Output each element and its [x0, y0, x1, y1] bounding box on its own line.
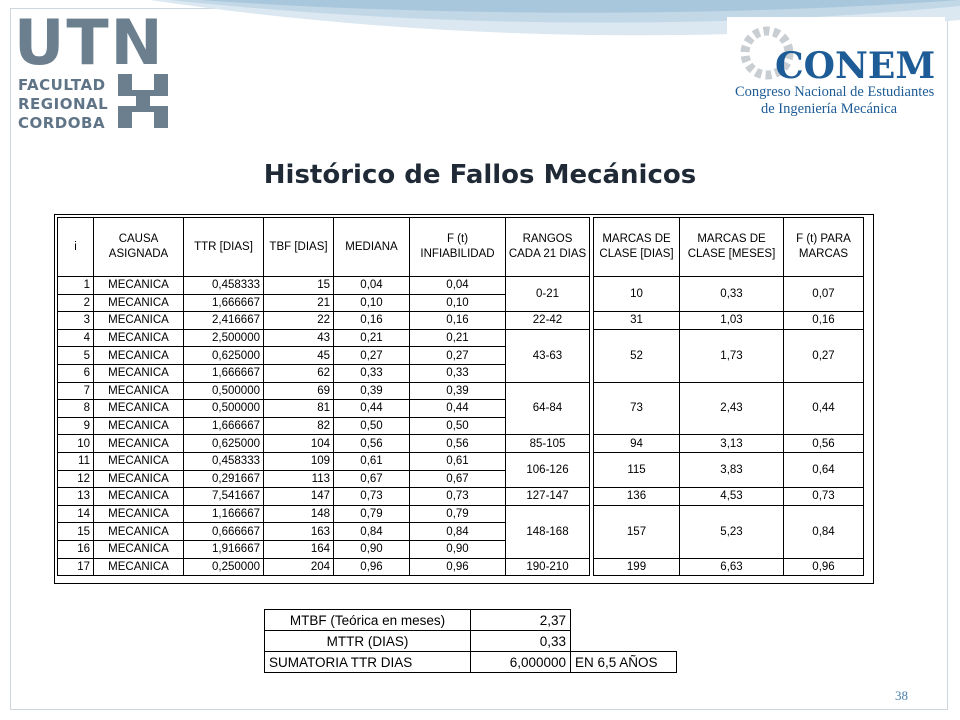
table-row — [58, 329, 864, 347]
cell-ft-marcas: 0,73 — [784, 488, 864, 506]
cell-mediana: 0,27 — [334, 347, 410, 365]
cell-mediana: 0,10 — [334, 294, 410, 312]
cell-tbf: 62 — [264, 364, 334, 382]
table-row — [58, 382, 864, 400]
cell-i: 10 — [58, 435, 94, 453]
cell-infiabilidad: 0,79 — [410, 505, 506, 523]
cell-marca-dias: 157 — [594, 505, 680, 558]
cell-marca-dias: 136 — [594, 488, 680, 506]
cell-causa: MECANICA — [94, 364, 184, 382]
cell-causa: MECANICA — [94, 435, 184, 453]
cell-infiabilidad: 0,10 — [410, 294, 506, 312]
cell-mediana: 0,79 — [334, 505, 410, 523]
cell-ft-marcas: 0,07 — [784, 277, 864, 312]
conem-logo — [727, 17, 945, 121]
cell-mediana: 0,67 — [334, 470, 410, 488]
cell-ttr: 0,291667 — [184, 470, 264, 488]
cell-ttr: 1,166667 — [184, 505, 264, 523]
cell-infiabilidad: 0,90 — [410, 540, 506, 558]
cell-marca-dias: 94 — [594, 435, 680, 453]
summary-empty-cell — [571, 610, 677, 631]
cell-marca-meses: 3,83 — [680, 452, 784, 487]
cell-marca-dias: 52 — [594, 329, 680, 382]
cell-rango: 148-168 — [506, 505, 590, 558]
cell-infiabilidad: 0,16 — [410, 312, 506, 330]
cell-mediana: 0,21 — [334, 329, 410, 347]
cell-ttr: 1,666667 — [184, 417, 264, 435]
cell-infiabilidad: 0,73 — [410, 488, 506, 506]
cell-ttr: 0,666667 — [184, 523, 264, 541]
cell-ft-marcas: 0,84 — [784, 505, 864, 558]
cell-marca-dias: 199 — [594, 558, 680, 576]
cell-tbf: 45 — [264, 347, 334, 365]
failure-table — [57, 217, 864, 576]
slide-number: 38 — [895, 688, 908, 703]
sum-value: 6,000000 — [471, 652, 571, 673]
cell-marca-meses: 5,23 — [680, 505, 784, 558]
utn-logo-line3: CORDOBA — [18, 114, 106, 132]
conem-logo-line2: de Ingeniería Mecánica — [761, 101, 898, 117]
cell-tbf: 43 — [264, 329, 334, 347]
cell-mediana: 0,50 — [334, 417, 410, 435]
summary-empty-cell — [571, 631, 677, 652]
mttr-label: MTTR (DIAS) — [265, 631, 471, 652]
cell-ttr: 0,250000 — [184, 558, 264, 576]
header-ft-marcas: F (t) PARA MARCAS — [784, 218, 864, 277]
cell-tbf: 113 — [264, 470, 334, 488]
table-row — [58, 435, 864, 453]
cell-ttr: 2,500000 — [184, 329, 264, 347]
cell-marca-meses: 4,53 — [680, 488, 784, 506]
cell-ttr: 1,666667 — [184, 294, 264, 312]
cell-i: 16 — [58, 540, 94, 558]
cell-rango: 127-147 — [506, 488, 590, 506]
cell-tbf: 82 — [264, 417, 334, 435]
cell-infiabilidad: 0,84 — [410, 523, 506, 541]
table-row — [58, 488, 864, 506]
cell-infiabilidad: 0,44 — [410, 400, 506, 418]
cell-rango: 106-126 — [506, 452, 590, 487]
cell-tbf: 69 — [264, 382, 334, 400]
utn-logo — [14, 6, 184, 132]
cell-tbf: 164 — [264, 540, 334, 558]
header-marcas-meses: MARCAS DE CLASE [MESES] — [680, 218, 784, 277]
cell-tbf: 21 — [264, 294, 334, 312]
cell-causa: MECANICA — [94, 277, 184, 295]
page-title: Histórico de Fallos Mecánicos — [263, 160, 697, 190]
cell-tbf: 163 — [264, 523, 334, 541]
cell-ttr: 0,625000 — [184, 347, 264, 365]
cell-marca-dias: 10 — [594, 277, 680, 312]
cell-causa: MECANICA — [94, 347, 184, 365]
table-row — [58, 452, 864, 470]
cell-ttr: 2,416667 — [184, 312, 264, 330]
cell-i: 1 — [58, 277, 94, 295]
cell-mediana: 0,39 — [334, 382, 410, 400]
cell-ttr: 0,458333 — [184, 452, 264, 470]
cell-tbf: 147 — [264, 488, 334, 506]
cell-causa: MECANICA — [94, 558, 184, 576]
cell-marca-dias: 73 — [594, 382, 680, 435]
cell-i: 14 — [58, 505, 94, 523]
cell-ft-marcas: 0,44 — [784, 382, 864, 435]
cell-mediana: 0,90 — [334, 540, 410, 558]
cell-i: 9 — [58, 417, 94, 435]
cell-infiabilidad: 0,50 — [410, 417, 506, 435]
cell-infiabilidad: 0,21 — [410, 329, 506, 347]
table-row — [58, 312, 864, 330]
cell-mediana: 0,56 — [334, 435, 410, 453]
cell-i: 13 — [58, 488, 94, 506]
cell-rango: 43-63 — [506, 329, 590, 382]
cell-marca-meses: 0,33 — [680, 277, 784, 312]
cell-i: 4 — [58, 329, 94, 347]
cell-causa: MECANICA — [94, 417, 184, 435]
cell-rango: 85-105 — [506, 435, 590, 453]
cell-causa: MECANICA — [94, 452, 184, 470]
cell-infiabilidad: 0,56 — [410, 435, 506, 453]
cell-causa: MECANICA — [94, 470, 184, 488]
cell-tbf: 22 — [264, 312, 334, 330]
mtbf-value: 2,37 — [471, 610, 571, 631]
utn-logo-line1: FACULTAD — [18, 76, 106, 94]
cell-ttr: 0,625000 — [184, 435, 264, 453]
header-mediana: MEDIANA — [334, 218, 410, 277]
cell-i: 11 — [58, 452, 94, 470]
cell-tbf: 204 — [264, 558, 334, 576]
cell-ft-marcas: 0,16 — [784, 312, 864, 330]
cell-rango: 0-21 — [506, 277, 590, 312]
cell-i: 6 — [58, 364, 94, 382]
summary-table — [264, 609, 677, 673]
header-i: i — [58, 218, 94, 277]
sum-note: EN 6,5 AÑOS — [571, 652, 677, 673]
cell-mediana: 0,04 — [334, 277, 410, 295]
failure-history-table — [54, 214, 874, 584]
cell-causa: MECANICA — [94, 329, 184, 347]
cell-i: 5 — [58, 347, 94, 365]
cell-ttr: 0,500000 — [184, 400, 264, 418]
cell-infiabilidad: 0,27 — [410, 347, 506, 365]
cell-infiabilidad: 0,67 — [410, 470, 506, 488]
cell-causa: MECANICA — [94, 312, 184, 330]
cell-infiabilidad: 0,33 — [410, 364, 506, 382]
summary-row-sum — [265, 652, 677, 673]
cell-causa: MECANICA — [94, 382, 184, 400]
conem-logo-word: CONEM — [775, 45, 936, 87]
mttr-value: 0,33 — [471, 631, 571, 652]
cell-causa: MECANICA — [94, 400, 184, 418]
cell-marca-dias: 115 — [594, 452, 680, 487]
cell-infiabilidad: 0,39 — [410, 382, 506, 400]
cell-marca-meses: 3,13 — [680, 435, 784, 453]
header-infiabilidad: F (t) INFIABILIDAD — [410, 218, 506, 277]
cell-causa: MECANICA — [94, 294, 184, 312]
cell-tbf: 104 — [264, 435, 334, 453]
cell-mediana: 0,33 — [334, 364, 410, 382]
cell-tbf: 81 — [264, 400, 334, 418]
cell-causa: MECANICA — [94, 523, 184, 541]
cell-i: 8 — [58, 400, 94, 418]
cell-mediana: 0,16 — [334, 312, 410, 330]
cell-marca-dias: 31 — [594, 312, 680, 330]
cell-infiabilidad: 0,61 — [410, 452, 506, 470]
cell-mediana: 0,84 — [334, 523, 410, 541]
table-row — [58, 558, 864, 576]
utn-logo-letters: UTN — [14, 6, 165, 79]
cell-ft-marcas: 0,56 — [784, 435, 864, 453]
cell-tbf: 109 — [264, 452, 334, 470]
summary-row-mtbf — [265, 610, 677, 631]
sum-label: SUMATORIA TTR DIAS — [265, 652, 471, 673]
header-ttr: TTR [DIAS] — [184, 218, 264, 277]
cell-ft-marcas: 0,64 — [784, 452, 864, 487]
cell-causa: MECANICA — [94, 505, 184, 523]
table-header-row — [58, 218, 864, 277]
conem-logo-line1: Congreso Nacional de Estudiantes — [735, 84, 935, 100]
cell-rango: 64-84 — [506, 382, 590, 435]
cell-rango: 190-210 — [506, 558, 590, 576]
cell-marca-meses: 1,03 — [680, 312, 784, 330]
cell-rango: 22-42 — [506, 312, 590, 330]
header-tbf: TBF [DIAS] — [264, 218, 334, 277]
cell-marca-meses: 2,43 — [680, 382, 784, 435]
cell-infiabilidad: 0,04 — [410, 277, 506, 295]
header-marcas-dias: MARCAS DE CLASE [DIAS] — [594, 218, 680, 277]
cell-ttr: 7,541667 — [184, 488, 264, 506]
cell-ttr: 1,666667 — [184, 364, 264, 382]
cell-marca-meses: 6,63 — [680, 558, 784, 576]
cell-mediana: 0,73 — [334, 488, 410, 506]
cell-i: 7 — [58, 382, 94, 400]
cell-mediana: 0,61 — [334, 452, 410, 470]
cell-infiabilidad: 0,96 — [410, 558, 506, 576]
cell-causa: MECANICA — [94, 488, 184, 506]
cell-causa: MECANICA — [94, 540, 184, 558]
cell-tbf: 148 — [264, 505, 334, 523]
cell-ft-marcas: 0,27 — [784, 329, 864, 382]
header-rangos: RANGOS CADA 21 DIAS — [506, 218, 590, 277]
table-row — [58, 277, 864, 295]
cell-i: 12 — [58, 470, 94, 488]
mtbf-label: MTBF (Teórica en meses) — [265, 610, 471, 631]
cell-i: 3 — [58, 312, 94, 330]
utn-logo-line2: REGIONAL — [18, 95, 109, 113]
cell-i: 17 — [58, 558, 94, 576]
cell-ttr: 0,458333 — [184, 277, 264, 295]
cell-i: 15 — [58, 523, 94, 541]
utn-emblem-icon — [114, 70, 172, 132]
table-row — [58, 505, 864, 523]
table-body — [58, 277, 864, 576]
cell-ft-marcas: 0,96 — [784, 558, 864, 576]
summary-row-mttr — [265, 631, 677, 652]
cell-tbf: 15 — [264, 277, 334, 295]
cell-ttr: 0,500000 — [184, 382, 264, 400]
header-causa: CAUSA ASIGNADA — [94, 218, 184, 277]
cell-i: 2 — [58, 294, 94, 312]
cell-ttr: 1,916667 — [184, 540, 264, 558]
cell-marca-meses: 1,73 — [680, 329, 784, 382]
cell-mediana: 0,96 — [334, 558, 410, 576]
cell-mediana: 0,44 — [334, 400, 410, 418]
